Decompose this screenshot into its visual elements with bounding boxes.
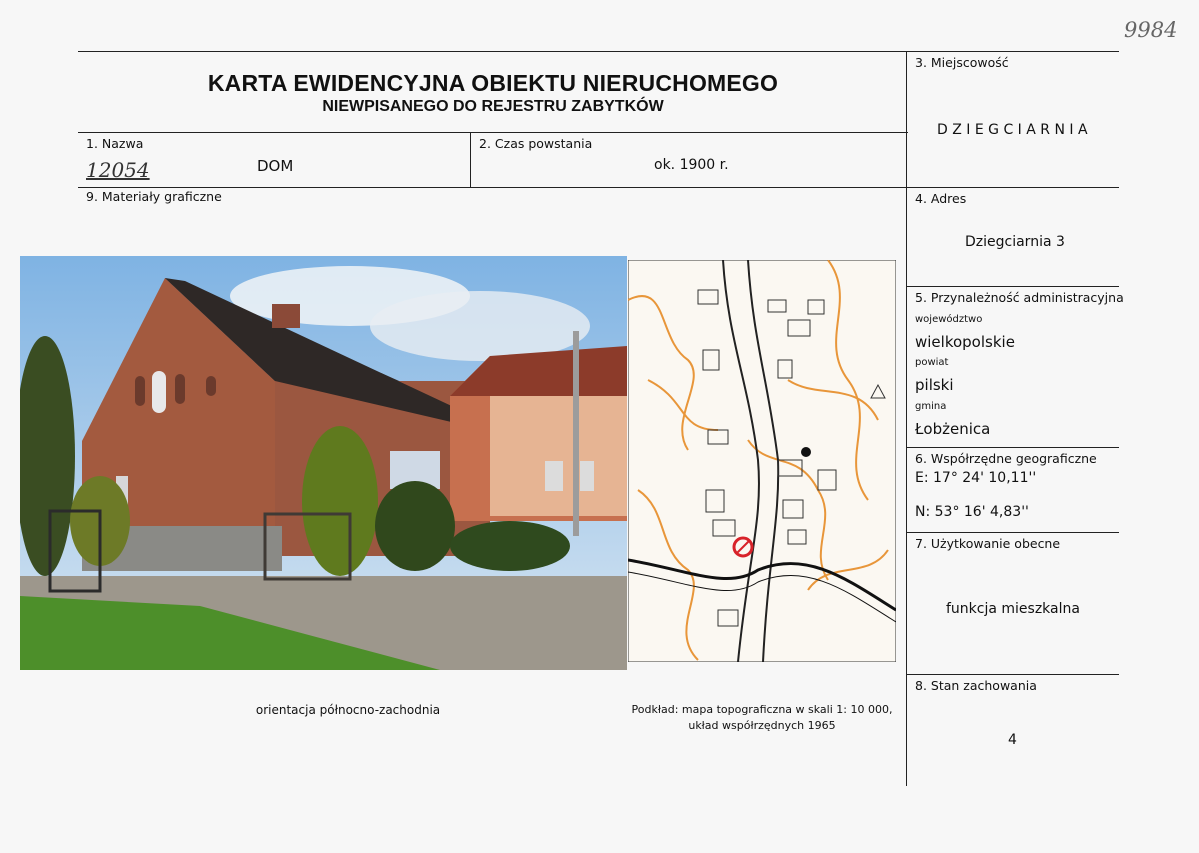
condition-label: 8. Stan zachowania	[915, 678, 1037, 693]
building-photo	[20, 256, 627, 670]
name-value: DOM	[257, 157, 294, 175]
archive-number: 9984	[1124, 18, 1178, 42]
usage-value: funkcja mieszkalna	[946, 601, 1080, 617]
admin-label: 5. Przynależność administracyjna	[915, 290, 1124, 305]
rule-5	[906, 286, 1119, 287]
document-subtitle: NIEWPISANEGO DO REJESTRU ZABYTKÓW	[322, 98, 664, 115]
name-label: 1. Nazwa	[86, 136, 144, 151]
coords-e: E: 17° 24' 10,11''	[915, 470, 1037, 486]
graphics-label: 9. Materiały graficzne	[86, 189, 222, 204]
date-label: 2. Czas powstania	[479, 136, 593, 151]
condition-value: 4	[1008, 732, 1017, 748]
top-rule	[78, 51, 1119, 52]
county-label: powiat	[915, 357, 949, 368]
coords-label: 6. Współrzędne geograficzne	[915, 451, 1097, 466]
rule-under-title	[78, 132, 908, 133]
rule-7	[906, 532, 1119, 533]
county-value: pilski	[915, 376, 954, 394]
rule-6	[906, 447, 1119, 448]
place-value: D Z I E G C I A R N I A	[937, 122, 1088, 138]
right-column-border	[906, 51, 907, 786]
usage-label: 7. Użytkowanie obecne	[915, 536, 1061, 551]
address-value: Dziegciarnia 3	[965, 234, 1065, 250]
topographic-map	[628, 260, 896, 662]
commune-label: gmina	[915, 401, 947, 412]
date-value: ok. 1900 r.	[654, 157, 729, 173]
voivodeship-value: wielkopolskie	[915, 333, 1015, 351]
rule-under-name	[78, 187, 1119, 188]
map-caption-line2: układ współrzędnych 1965	[688, 719, 836, 732]
rule-8	[906, 674, 1119, 675]
photo-caption: orientacja północno-zachodnia	[255, 703, 441, 717]
place-label: 3. Miejscowość	[915, 55, 1009, 70]
document-title: KARTA EWIDENCYJNA OBIEKTU NIERUCHOMEGO	[207, 70, 779, 96]
inventory-handwritten: 12054	[86, 158, 150, 182]
divider-name-date	[470, 132, 471, 187]
address-label: 4. Adres	[915, 191, 967, 206]
commune-value: Łobżenica	[915, 420, 991, 438]
voivodeship-label: województwo	[915, 314, 983, 325]
coords-n: N: 53° 16' 4,83''	[915, 504, 1029, 520]
map-caption-line1: Podkład: mapa topograficzna w skali 1: 10 000,	[631, 703, 893, 716]
